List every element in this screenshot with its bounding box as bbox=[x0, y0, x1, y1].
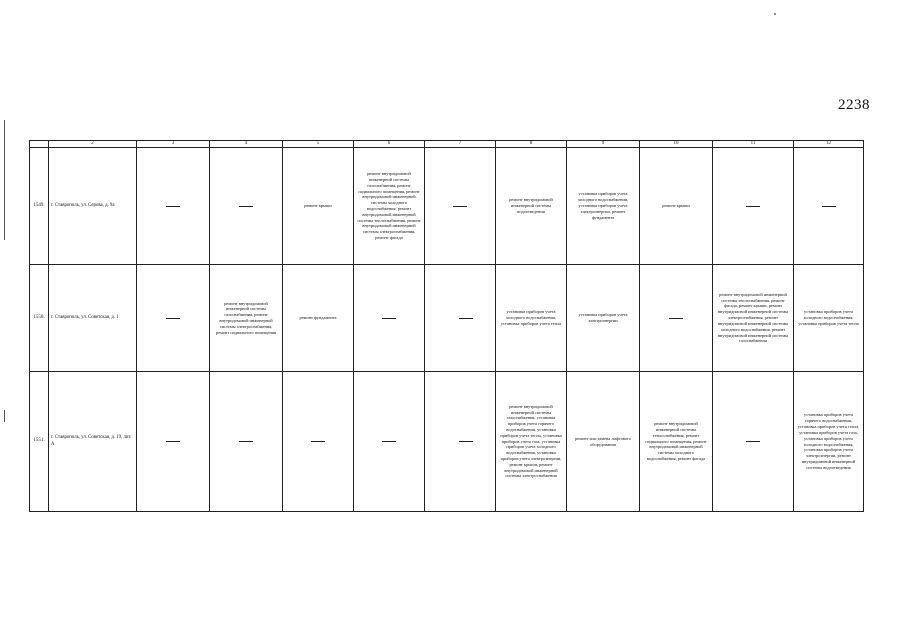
work-cell: ремонт внутридомовой инженерной системы газоснабжения, ремонт подвального помещения, ремонт внутридомовой инженерной системы холодного водоснабжения, ремонт внутридомовой инженерной системы теплоснабжения, ремонт внутридомовой инженерной системы электроснабжения, ремонт фасада bbox=[354, 148, 425, 265]
work-cell: установка приборов учета холодного водоснабжения, установка приборов учета тепла bbox=[496, 265, 567, 372]
work-cell: ремонт внутридомовой инженерной системы теплоснабжения, ремонт подвального помещения, ремонт внутридомовой инженерной системы холодного водоснабжения, ремонт фасада bbox=[640, 372, 713, 512]
empty-dash-cell bbox=[210, 372, 283, 512]
column-number-cell: 11 bbox=[713, 141, 794, 148]
column-number-cell: 8 bbox=[496, 141, 567, 148]
dash-mark bbox=[746, 441, 760, 442]
work-cell: ремонт внутридомовой инженерной системы теплоснабжения, ремонт фасада, ремонт крыши, ремонт внутридомовой инженерной системы электроснабжения, ремонт внутридомовой инженерной системы холодного водоснабжения, ремонт внутридомовой инженерной системы газоснабжения bbox=[713, 265, 794, 372]
dash-mark bbox=[459, 318, 473, 319]
empty-dash-cell bbox=[713, 372, 794, 512]
column-number-cell: 9 bbox=[567, 141, 640, 148]
work-cell: ремонт фундамента bbox=[283, 265, 354, 372]
empty-dash-cell bbox=[794, 148, 864, 265]
work-cell: ремонт крыши bbox=[640, 148, 713, 265]
work-cell: установка приборов учета холодного водоснабжения, установка приборов учета электроэнергии, ремонт фундамента bbox=[567, 148, 640, 265]
dash-mark bbox=[822, 206, 836, 207]
empty-dash-cell bbox=[425, 372, 496, 512]
empty-dash-cell bbox=[137, 148, 210, 265]
table-row bbox=[30, 148, 864, 265]
column-number-cell: 3 bbox=[137, 141, 210, 148]
work-cell: ремонт крыши bbox=[283, 148, 354, 265]
column-number-row bbox=[30, 141, 864, 148]
column-number-cell: 12 bbox=[794, 141, 864, 148]
empty-dash-cell bbox=[640, 265, 713, 372]
column-number-cell: 7 bbox=[425, 141, 496, 148]
page-number: 2238 bbox=[838, 97, 870, 113]
dash-mark bbox=[453, 206, 467, 207]
empty-dash-cell bbox=[425, 265, 496, 372]
scan-speck bbox=[774, 13, 776, 15]
work-cell: ремонт внутридомовой инженерной системы газоснабжения, ремонт внутридомовой инженерной системы электроснабжения, ремонт подвального помещения bbox=[210, 265, 283, 372]
dash-mark bbox=[166, 206, 180, 207]
dash-mark bbox=[669, 318, 683, 319]
capital-repair-table bbox=[29, 140, 864, 512]
empty-dash-cell bbox=[713, 148, 794, 265]
row-number: 1551. bbox=[30, 372, 49, 512]
dash-mark bbox=[382, 318, 396, 319]
dash-mark bbox=[166, 318, 180, 319]
binding-edge-mark bbox=[4, 410, 5, 422]
dash-mark bbox=[311, 441, 325, 442]
column-number-cell: 5 bbox=[283, 141, 354, 148]
dash-mark bbox=[459, 441, 473, 442]
column-number-cell: 6 bbox=[354, 141, 425, 148]
work-cell: установка приборов учета горячего водоснабжения, установка приборов учета тепла, установка приборов учета газа, установка приборов учета холодного водоснабжения, установка приборов учета электроэнергии, ремонт внутридомовой инженерной системы водоотведения bbox=[794, 372, 864, 512]
dash-mark bbox=[746, 206, 760, 207]
empty-dash-cell bbox=[354, 265, 425, 372]
dash-mark bbox=[239, 441, 253, 442]
work-cell: ремонт внутридомовой инженерной системы водоотведения bbox=[496, 148, 567, 265]
work-cell: ремонт или замена лифтового оборудования bbox=[567, 372, 640, 512]
dash-mark bbox=[239, 206, 253, 207]
address-cell: г. Ставрополь, ул. Советская, д. 1 bbox=[49, 265, 137, 372]
address-cell: г. Ставрополь, ул. Советская, д. 19, лит. А bbox=[49, 372, 137, 512]
column-number-cell: 10 bbox=[640, 141, 713, 148]
work-cell: установка приборов учета холодного водоснабжения, установка приборов учета тепла bbox=[794, 265, 864, 372]
table-row bbox=[30, 372, 864, 512]
binding-edge-mark bbox=[4, 120, 5, 240]
empty-dash-cell bbox=[354, 372, 425, 512]
work-cell: установка приборов учета электроэнергии bbox=[567, 265, 640, 372]
address-cell: г. Ставрополь, ул. Серова, д. 9а bbox=[49, 148, 137, 265]
row-number: 1550. bbox=[30, 265, 49, 372]
column-number-cell: 4 bbox=[210, 141, 283, 148]
empty-dash-cell bbox=[425, 148, 496, 265]
column-number-cell bbox=[30, 141, 49, 148]
work-cell: ремонт внутридомовой инженерной системы газоснабжения, установка приборов учета горячего водоснабжения, установка приборов учета тепла, установка приборов учета газа, установка приборов учета холодного водоснабжения, установка приборов учета электроэнергии, ремонт крыши, ремонт внутридомовой инженерной системы электроснабжения bbox=[496, 372, 567, 512]
table-row bbox=[30, 265, 864, 372]
column-number-cell: 2 bbox=[49, 141, 137, 148]
row-number: 1549. bbox=[30, 148, 49, 265]
dash-mark bbox=[382, 441, 396, 442]
dash-mark bbox=[166, 441, 180, 442]
empty-dash-cell bbox=[283, 372, 354, 512]
empty-dash-cell bbox=[137, 265, 210, 372]
empty-dash-cell bbox=[210, 148, 283, 265]
empty-dash-cell bbox=[137, 372, 210, 512]
